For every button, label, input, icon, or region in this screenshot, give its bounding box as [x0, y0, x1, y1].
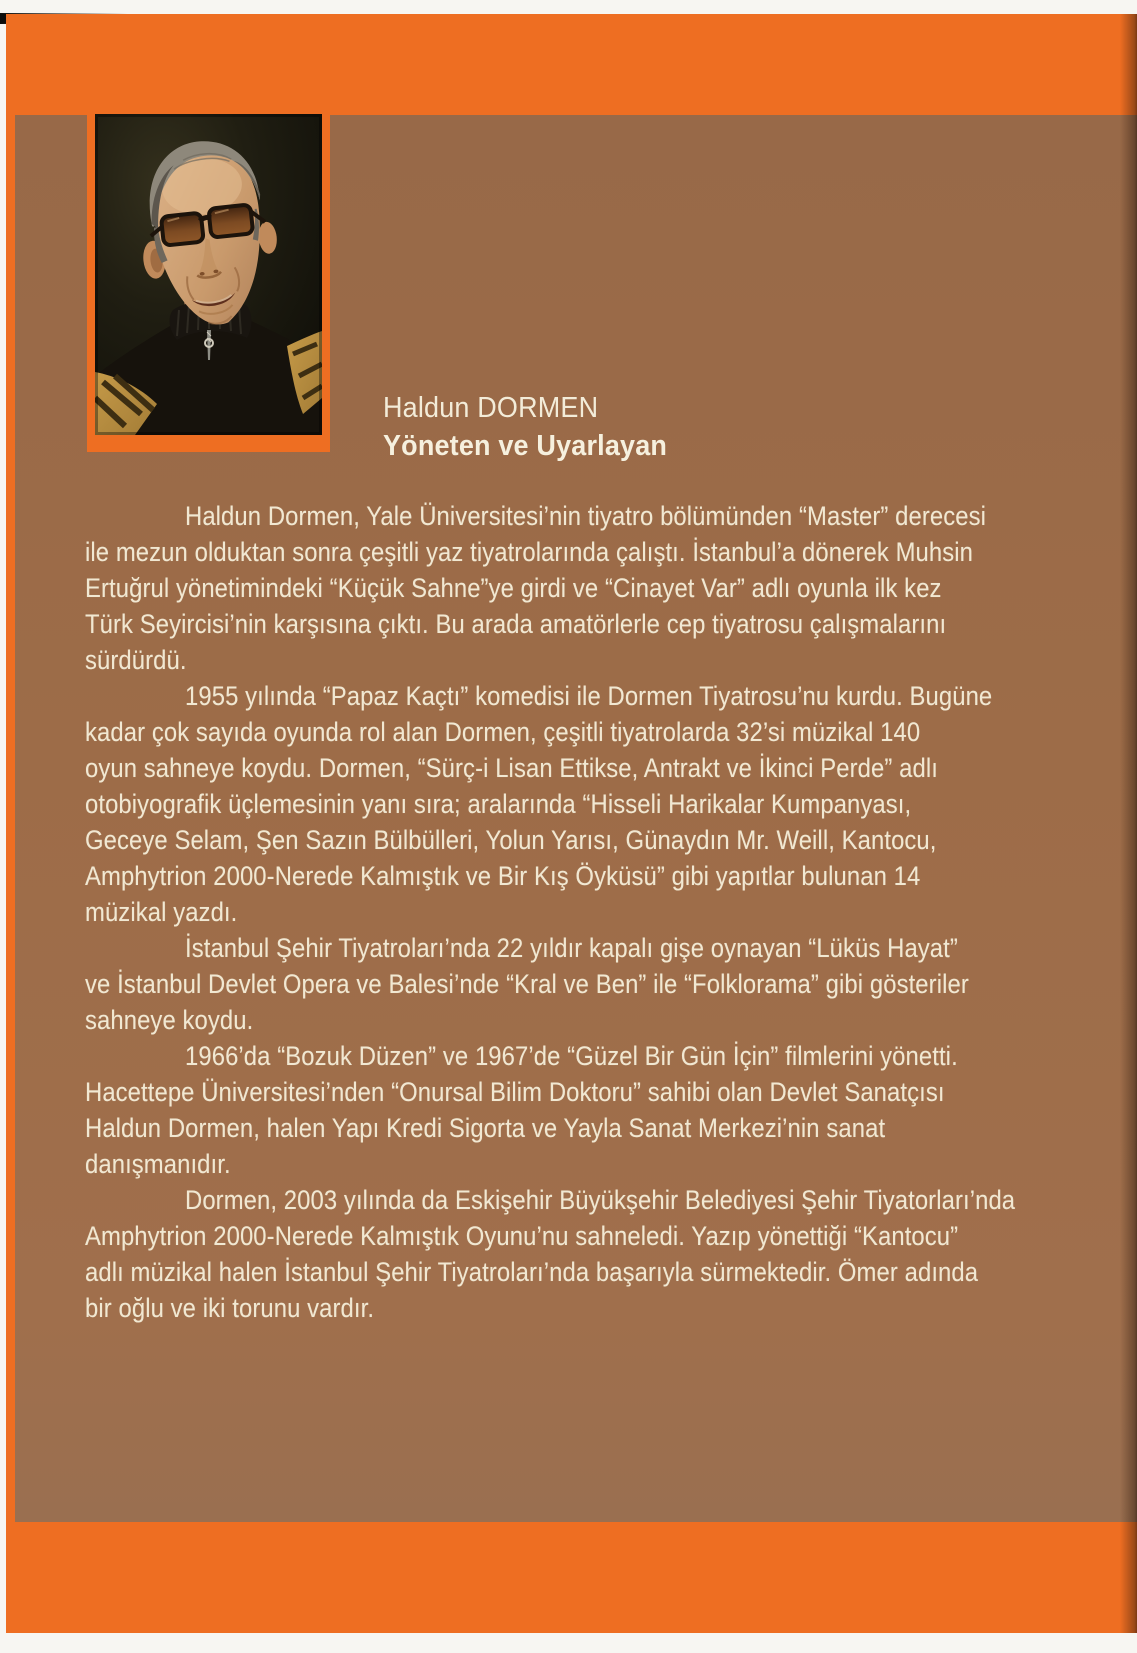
bio-line: ile mezun olduktan sonra çeşitli yaz tiyatrolarında çalıştı. İstanbul’a dönerek Muhsin — [85, 537, 973, 567]
bio-line: Amphytrion 2000-Nerede Kalmıştık Oyunu’nu sahneledi. Yazıp yönettiği “Kantocu” — [85, 1221, 959, 1251]
portrait-photo — [87, 106, 330, 452]
orange-frame-bottom — [6, 1522, 1137, 1633]
bio-line: Ertuğrul yönetimindeki “Küçük Sahne”ye girdi ve “Cinayet Var” adlı oyunla ilk kez — [85, 573, 942, 603]
person-name: Haldun DORMEN — [383, 392, 599, 424]
bio-line: 1955 yılında “Papaz Kaçtı” komedisi ile Dormen Tiyatrosu’nu kurdu. Bugüne — [185, 681, 993, 711]
bio-line: Dormen, 2003 yılında da Eskişehir Büyükşehir Belediyesi Şehir Tiyatorları’nda — [185, 1185, 1016, 1215]
bio-line: sürdürdü. — [85, 645, 187, 675]
bio-line: bir oğlu ve iki torunu vardır. — [85, 1293, 375, 1323]
orange-frame-top — [6, 14, 1137, 116]
bio-line: Haldun Dormen, halen Yapı Kredi Sigorta ve Yayla Sanat Merkezi’nin sanat — [85, 1113, 886, 1143]
bio-line: Haldun Dormen, Yale Üniversitesi’nin tiyatro bölümünden “Master” derecesi — [185, 501, 987, 531]
bio-line: sahneye koydu. — [85, 1005, 254, 1035]
page-edge-shadow — [1120, 14, 1137, 1633]
bio-line: 1966’da “Bozuk Düzen” ve 1967’de “Güzel Bir Gün İçin” filmlerini yönetti. — [185, 1041, 958, 1071]
bio-line: danışmanıdır. — [85, 1149, 231, 1179]
bio-line: Türk Seyircisi’nin karşısına çıktı. Bu arada amatörlerle cep tiyatrosu çalışmalarını — [85, 609, 947, 639]
bio-line: kadar çok sayıda oyunda rol alan Dormen, çeşitli tiyatrolarda 32’si müzikal 140 — [85, 717, 921, 747]
bio-line: Hacettepe Üniversitesi’nden “Onursal Bilim Doktoru” sahibi olan Devlet Sanatçısı — [85, 1077, 945, 1107]
bio-line: Geceye Selam, Şen Sazın Bülbülleri, Yolun Yarısı, Günaydın Mr. Weill, Kantocu, — [85, 825, 937, 855]
bio-text — [85, 498, 1075, 1326]
bio-line: ve İstanbul Devlet Opera ve Balesi’nde “Kral ve Ben” ile “Folklorama” gibi gösteriler — [85, 969, 969, 999]
bio-line: otobiyografik üçlemesinin yanı sıra; aralarında “Hisseli Harikalar Kumpanyası, — [85, 789, 912, 819]
portrait-photo-image — [95, 114, 322, 435]
bio-line: müzikal yazdı. — [85, 897, 238, 927]
bio-line: İstanbul Şehir Tiyatroları’nda 22 yıldır kapalı gişe oynayan “Lüküs Hayat” — [185, 933, 958, 963]
bio-line: adlı müzikal halen İstanbul Şehir Tiyatroları’nda başarıyla sürmektedir. Ömer adında — [85, 1257, 979, 1287]
bio-line: oyun sahneye koydu. Dormen, “Sürç-i Lisan Ettikse, Antrakt ve İkinci Perde” adlı — [85, 753, 938, 783]
photo-caption — [383, 391, 688, 463]
bio-line: Amphytrion 2000-Nerede Kalmıştık ve Bir Kış Öyküsü” gibi yapıtlar bulunan 14 — [85, 861, 921, 891]
person-role: Yöneten ve Uyarlayan — [383, 430, 668, 462]
